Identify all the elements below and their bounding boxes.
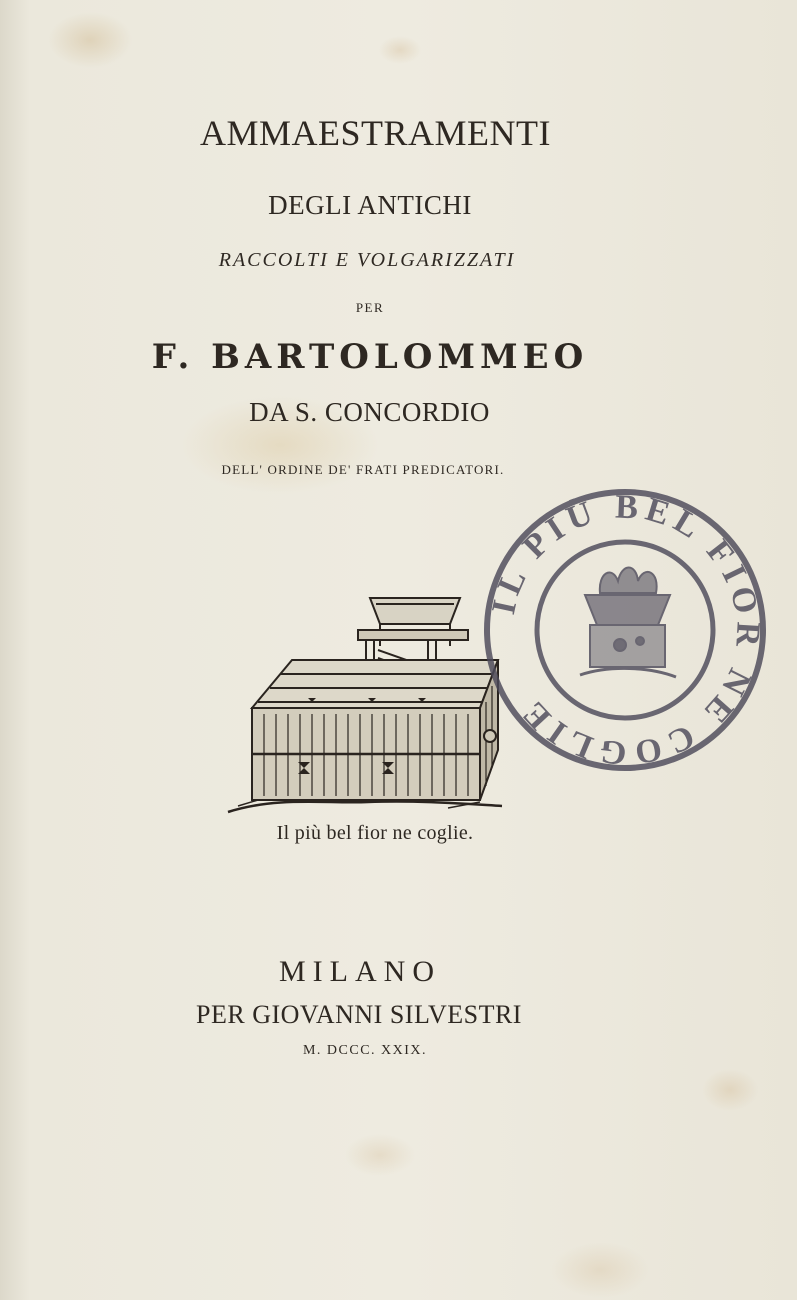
author-name: F. BARTOLOMMEO — [151, 337, 589, 377]
imprint-publisher: PER GIOVANNI SILVESTRI — [196, 1000, 522, 1029]
book-title: AMMAESTRAMENTI — [199, 113, 551, 153]
book-subtitle: DEGLI ANTICHI — [268, 190, 472, 220]
imprint-year: M. DCCC. XXIX. — [302, 1043, 428, 1058]
book-description: RACCOLTI E VOLGARIZZATI — [218, 249, 516, 271]
by-line: PER — [355, 300, 385, 315]
imprint-city: MILANO — [279, 955, 441, 988]
author-order: DELL' ORDINE DE' FRATI PREDICATORI. — [221, 462, 505, 477]
stamp-legend: IL PIÙ BEL FIOR NE COGLIE — [485, 488, 767, 772]
device-motto: Il più bel fior ne coglie. — [276, 822, 474, 844]
circular-stamp-icon — [480, 485, 770, 775]
sieve-woodcut-icon — [218, 590, 508, 822]
author-place: DA S. CONCORDIO — [249, 397, 490, 427]
